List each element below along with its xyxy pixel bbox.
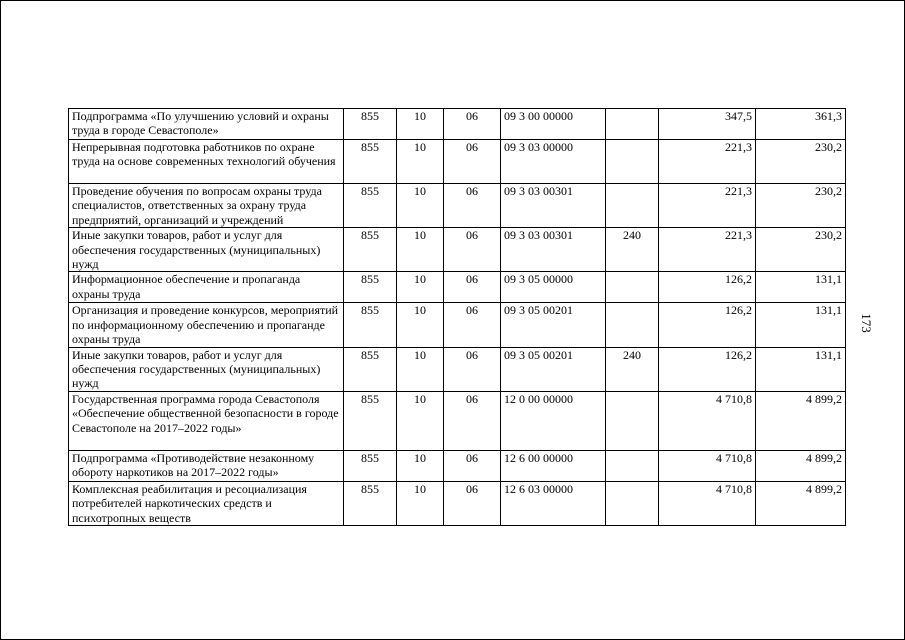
table-row <box>69 391 846 450</box>
row-sum-year-1: 4 710,8 <box>659 450 756 481</box>
row-sum-year-2: 230,2 <box>756 184 846 228</box>
row-expense-type: 240 <box>606 228 659 272</box>
row-target-code: 09 3 05 00201 <box>501 347 606 391</box>
row-name: Организация и проведение конкурсов, мероприятий по информационному обеспечению и пропаганде охраны труда <box>69 303 344 347</box>
row-sum-year-2: 131,1 <box>756 303 846 347</box>
row-ved: 855 <box>344 481 397 525</box>
row-sum-year-2: 230,2 <box>756 140 846 184</box>
table-row <box>69 303 846 347</box>
row-ved: 855 <box>344 303 397 347</box>
row-sum-year-2: 131,1 <box>756 347 846 391</box>
budget-table <box>68 108 846 526</box>
row-expense-type <box>606 481 659 525</box>
row-target-code: 09 3 03 00301 <box>501 228 606 272</box>
row-name: Подпрограмма «Противодействие незаконному обороту наркотиков на 2017–2022 годы» <box>69 450 344 481</box>
row-section: 10 <box>397 140 444 184</box>
row-expense-type <box>606 109 659 140</box>
row-name: Информационное обеспечение и пропаганда охраны труда <box>69 272 344 303</box>
row-subsection: 06 <box>444 450 501 481</box>
row-subsection: 06 <box>444 140 501 184</box>
row-expense-type <box>606 140 659 184</box>
table-row <box>69 450 846 481</box>
row-section: 10 <box>397 184 444 228</box>
row-target-code: 09 3 05 00000 <box>501 272 606 303</box>
row-subsection: 06 <box>444 109 501 140</box>
row-sum-year-2: 361,3 <box>756 109 846 140</box>
table-row <box>69 228 846 272</box>
row-name: Подпрограмма «По улучшению условий и охраны труда в городе Севастополе» <box>69 109 344 140</box>
row-section: 10 <box>397 109 444 140</box>
row-ved: 855 <box>344 450 397 481</box>
row-ved: 855 <box>344 140 397 184</box>
table-row <box>69 109 846 140</box>
row-subsection: 06 <box>444 347 501 391</box>
row-sum-year-2: 4 899,2 <box>756 391 846 450</box>
row-section: 10 <box>397 347 444 391</box>
row-ved: 855 <box>344 347 397 391</box>
row-sum-year-2: 131,1 <box>756 272 846 303</box>
table-row <box>69 184 846 228</box>
row-expense-type <box>606 303 659 347</box>
row-name: Непрерывная подготовка работников по охране труда на основе современных технологий обучения <box>69 140 344 184</box>
row-expense-type <box>606 450 659 481</box>
row-sum-year-1: 4 710,8 <box>659 391 756 450</box>
row-section: 10 <box>397 272 444 303</box>
row-ved: 855 <box>344 109 397 140</box>
row-expense-type <box>606 184 659 228</box>
row-name: Иные закупки товаров, работ и услуг для обеспечения государственных (муниципальных) нужд <box>69 228 344 272</box>
row-target-code: 12 6 00 00000 <box>501 450 606 481</box>
row-target-code: 09 3 03 00000 <box>501 140 606 184</box>
row-expense-type <box>606 272 659 303</box>
row-sum-year-2: 4 899,2 <box>756 450 846 481</box>
row-subsection: 06 <box>444 228 501 272</box>
table-row <box>69 140 846 184</box>
row-subsection: 06 <box>444 184 501 228</box>
table-row <box>69 272 846 303</box>
row-name: Государственная программа города Севастополя «Обеспечение общественной безопасности в городе Севастополе на 2017–2022 годы» <box>69 391 344 450</box>
row-expense-type <box>606 391 659 450</box>
row-target-code: 09 3 05 00201 <box>501 303 606 347</box>
row-sum-year-1: 221,3 <box>659 140 756 184</box>
row-target-code: 12 0 00 00000 <box>501 391 606 450</box>
row-target-code: 09 3 03 00301 <box>501 184 606 228</box>
row-section: 10 <box>397 450 444 481</box>
row-name: Комплексная реабилитация и ресоциализация потребителей наркотических средств и психотропных веществ <box>69 481 344 525</box>
row-target-code: 12 6 03 00000 <box>501 481 606 525</box>
row-sum-year-2: 230,2 <box>756 228 846 272</box>
row-name: Иные закупки товаров, работ и услуг для обеспечения государственных (муниципальных) нужд <box>69 347 344 391</box>
row-subsection: 06 <box>444 481 501 525</box>
row-section: 10 <box>397 303 444 347</box>
row-ved: 855 <box>344 228 397 272</box>
row-subsection: 06 <box>444 303 501 347</box>
row-ved: 855 <box>344 184 397 228</box>
row-ved: 855 <box>344 391 397 450</box>
row-sum-year-1: 221,3 <box>659 228 756 272</box>
row-sum-year-1: 347,5 <box>659 109 756 140</box>
page-number: 173 <box>859 313 874 333</box>
row-sum-year-1: 221,3 <box>659 184 756 228</box>
row-section: 10 <box>397 481 444 525</box>
row-sum-year-1: 126,2 <box>659 347 756 391</box>
row-target-code: 09 3 00 00000 <box>501 109 606 140</box>
row-ved: 855 <box>344 272 397 303</box>
row-section: 10 <box>397 228 444 272</box>
row-section: 10 <box>397 391 444 450</box>
row-expense-type: 240 <box>606 347 659 391</box>
table-row <box>69 481 846 525</box>
row-sum-year-2: 4 899,2 <box>756 481 846 525</box>
row-sum-year-1: 4 710,8 <box>659 481 756 525</box>
row-subsection: 06 <box>444 391 501 450</box>
row-name: Проведение обучения по вопросам охраны труда специалистов, ответственных за охрану труда предприятий, организаций и учреждений <box>69 184 344 228</box>
row-sum-year-1: 126,2 <box>659 272 756 303</box>
row-subsection: 06 <box>444 272 501 303</box>
table-row <box>69 347 846 391</box>
row-sum-year-1: 126,2 <box>659 303 756 347</box>
